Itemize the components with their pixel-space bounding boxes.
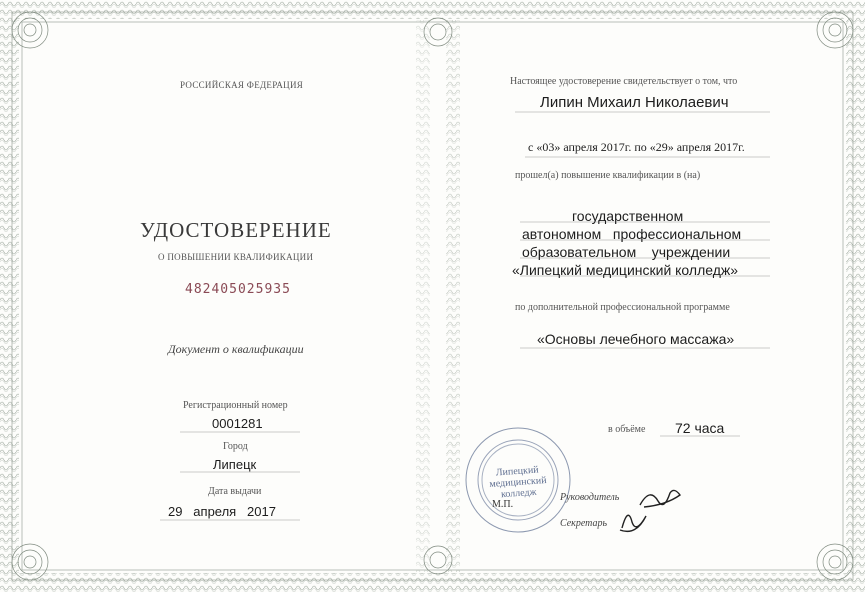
org-line-1: государственном	[572, 208, 684, 224]
reg-number-value: 0001281	[212, 416, 263, 431]
org-line-2: автономном профессиональном	[522, 226, 742, 242]
city-value: Липецк	[213, 457, 257, 472]
serial-number: 482405025935	[185, 282, 291, 297]
study-period: с «03» апреля 2017г. по «29» апреля 2017г.	[528, 140, 745, 154]
volume-value: 72 часа	[675, 420, 725, 436]
intro-text: Настоящее удостоверение свидетельствует о том, что	[510, 76, 738, 87]
holder-name: Липин Михаил Николаевич	[540, 94, 729, 111]
stamp-mp-label: М.П.	[492, 499, 514, 510]
country-label: РОССИЙСКАЯ ФЕДЕРАЦИЯ	[180, 80, 304, 90]
issue-date-value: 29 апреля 2017	[168, 504, 276, 519]
document-subtitle: О ПОВЫШЕНИИ КВАЛИФИКАЦИИ	[158, 252, 314, 262]
city-label: Город	[223, 441, 248, 452]
org-line-3: образовательном учреждении	[522, 244, 731, 260]
issue-date-label: Дата выдачи	[208, 486, 262, 497]
document-title: УДОСТОВЕРЕНИЕ	[140, 218, 332, 242]
org-line-4: «Липецкий медицинский колледж»	[512, 262, 739, 278]
volume-label: в объёме	[608, 424, 646, 435]
program-name: «Основы лечебного массажа»	[537, 331, 735, 347]
signature-head	[640, 490, 680, 507]
passed-text: прошел(а) повышение квалификации в (на)	[515, 170, 701, 181]
signature-secretary	[620, 515, 646, 531]
secretary-label: Секретарь	[560, 518, 608, 529]
head-label: Руководитель	[560, 492, 620, 503]
reg-number-label: Регистрационный номер	[183, 400, 288, 411]
document-type: Документ о квалификации	[168, 342, 304, 356]
stamp-text: Липецкий медицинский колледж	[489, 464, 547, 501]
program-label: по дополнительной профессиональной программе	[515, 302, 730, 313]
